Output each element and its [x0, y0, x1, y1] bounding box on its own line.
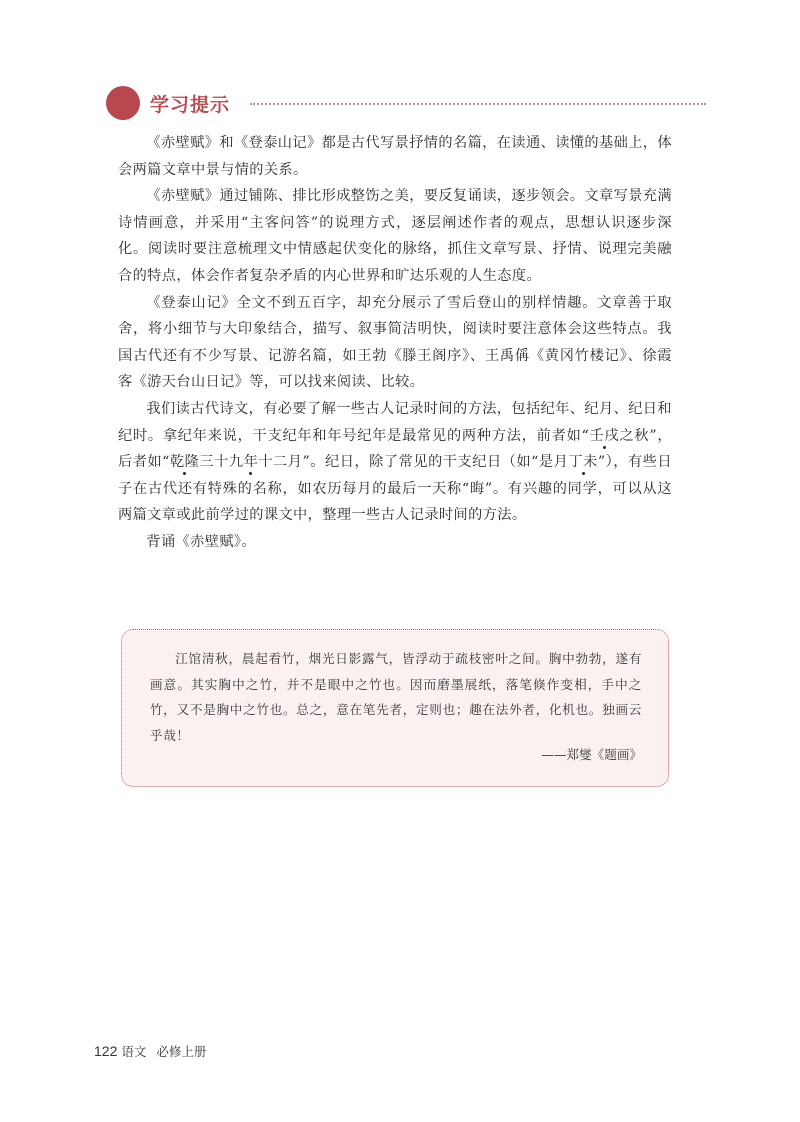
- paragraph-4-text: 之秋”，后者如“: [118, 427, 672, 471]
- section-header: [106, 84, 706, 124]
- paragraph-1: 《赤壁赋》和《登泰山记》都是古代写景抒情的名篇，在读通、读懂的基础上，体会两篇文章中景与情的关系。: [118, 135, 672, 178]
- header-dotted-rule: [250, 103, 706, 105]
- quote-box: [121, 629, 669, 787]
- paragraph-4-text: 月”。纪日，除了常见的干支纪日（如“是月: [287, 454, 569, 471]
- paragraph-4-text: 三十九: [199, 454, 244, 471]
- header-circle-icon: [106, 86, 140, 120]
- paragraph-3: 《登泰山记》全文不到五百字，却充分展示了雪后登山的别样情趣。文章善于取舍，将小细节与大印象结合，描写、叙事简洁明快，阅读时要注意体会这些特点。我国古代还有不少写景、记游名篇，如王勃《滕王阁序》、王禹偁《黄冈竹楼记》、徐霞客《游天台山日记》等，可以找来阅读、比较。: [118, 294, 672, 391]
- emphasized-text: 丁未: [568, 454, 598, 471]
- book-title: 语文: [121, 1044, 147, 1059]
- page-number: 122: [94, 1043, 118, 1059]
- paragraph-2: 《赤壁赋》通过铺陈、排比形成整饬之美，要反复诵读，逐步领会。文章写景充满诗情画意，并采用“主客问答”的说理方式，逐层阐述作者的观点，思想认识逐步深化。阅读时要注意梳理文中情感起伏变化的脉络，抓住文章写景、抒情、说理完美融合的特点，体会作者复杂矛盾的内心世界和旷达乐观的人生态度。: [118, 188, 672, 284]
- paragraph-5: 背诵《赤壁赋》。: [146, 533, 256, 550]
- emphasized-text: 乾隆: [169, 454, 200, 471]
- section-title: 学习提示: [150, 94, 231, 116]
- quote-text: 江馆清秋，晨起看竹，烟光日影露气，皆浮动于疏枝密叶之间。胸中勃勃，遂有画意。其实胸中之竹，并不是眼中之竹也。因而磨墨展纸，落笔倏作变相，手中之竹，又不是胸中之竹也。总之，意在笔先者，定则也；趣在法外者，化机也。独画云乎哉！: [150, 651, 642, 743]
- paragraph-4: [118, 396, 672, 529]
- volume-title: 必修上册: [156, 1044, 207, 1059]
- paragraph-4-text: ”），有些日子在古代还有特殊的名称，如农历每月的最后一天称“晦”。有兴趣的同学，可以从这两篇文章或此前学过的课文中，整理一些古人记录时间的方法。: [118, 454, 672, 524]
- emphasized-text: 年: [243, 454, 259, 471]
- emphasized-text: 壬戌: [589, 427, 620, 444]
- study-tips-body: [118, 130, 672, 556]
- quote-source: ——郑燮《题画》: [541, 747, 642, 762]
- paragraph-4-text: 十二: [258, 454, 288, 471]
- paragraph-4-text: 我们读古代诗文，有必要了解一些古人记录时间的方法，包括纪年、纪月、纪日和纪时。拿纪年来说，干支纪年和年号纪年是最常见的两种方法，前者如“: [118, 400, 672, 444]
- page-footer: [94, 1042, 206, 1060]
